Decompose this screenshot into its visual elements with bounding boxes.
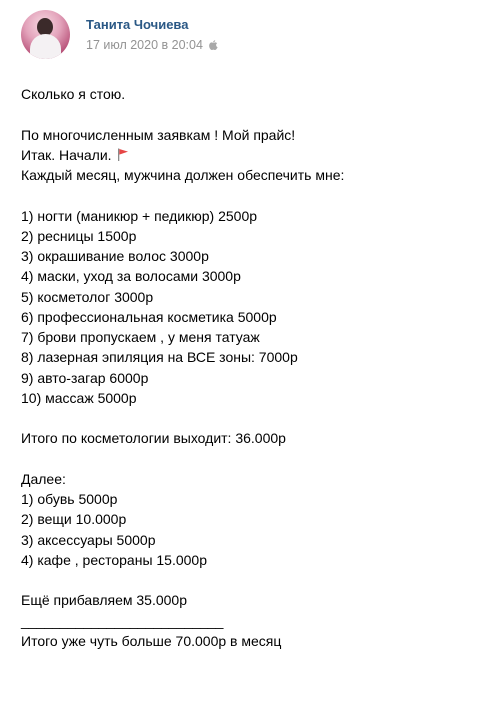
text-line: 4) кафе , рестораны 15.000р bbox=[21, 551, 208, 568]
text-line bbox=[21, 449, 481, 469]
post-date-link[interactable]: 17 июл 2020 в 20:04 bbox=[86, 38, 203, 52]
text-line: 5) косметолог 3000р bbox=[21, 288, 154, 305]
text-line: 3) аксессуары 5000р bbox=[21, 531, 156, 548]
text-line bbox=[21, 570, 481, 590]
text-line: 8) лазерная эпиляция на ВСЕ зоны: 7000р bbox=[21, 349, 298, 366]
text-line: 4) маски, уход за волосами 3000р bbox=[21, 268, 241, 285]
author-name-link[interactable]: Танита Чочиева bbox=[86, 17, 189, 32]
text-line: 3) окрашивание волос 3000р bbox=[21, 248, 209, 264]
text-line bbox=[21, 185, 481, 205]
triangular-flag-icon bbox=[117, 148, 129, 161]
author-avatar[interactable] bbox=[21, 10, 70, 59]
text-line: 1) ногти (маникюр + педикюр) 2500р bbox=[21, 207, 258, 224]
text-line bbox=[21, 408, 481, 428]
text-line: Далее: bbox=[21, 470, 66, 487]
text-line: 1) обувь 5000р bbox=[21, 491, 118, 507]
text-line: 6) профессиональная косметика 5000р bbox=[21, 308, 277, 325]
text-line: Итого уже чуть больше 70.000р в месяц bbox=[21, 632, 282, 649]
post-header bbox=[21, 10, 471, 60]
text-line: Каждый месяц, мужчина должен обеспечить мне: bbox=[21, 167, 345, 183]
text-line: По многочисленным заявкам ! Мой прайс! bbox=[21, 126, 296, 143]
text-line: 2) вещи 10.000р bbox=[21, 511, 127, 528]
text-line: Итого по косметологии выходит: 36.000р bbox=[21, 430, 286, 447]
text-line: Сколько я стою. bbox=[21, 86, 126, 102]
text-line-content: Итак. Начали. bbox=[21, 146, 112, 163]
text-line bbox=[21, 104, 481, 124]
post-text bbox=[21, 84, 481, 651]
text-line: 9) авто-загар 6000р bbox=[21, 369, 149, 386]
avatar-body bbox=[30, 34, 61, 59]
apple-icon bbox=[209, 40, 218, 50]
text-line: 2) ресницы 1500р bbox=[21, 227, 137, 244]
text-line bbox=[21, 145, 481, 165]
text-line: 10) массаж 5000р bbox=[21, 389, 137, 406]
text-line: 7) брови пропускаем , у меня татуаж bbox=[21, 329, 260, 345]
text-line: Ещё прибавляем 35.000р bbox=[21, 592, 187, 609]
post-meta bbox=[86, 38, 218, 52]
divider-underscores: __________________________ bbox=[21, 612, 224, 629]
